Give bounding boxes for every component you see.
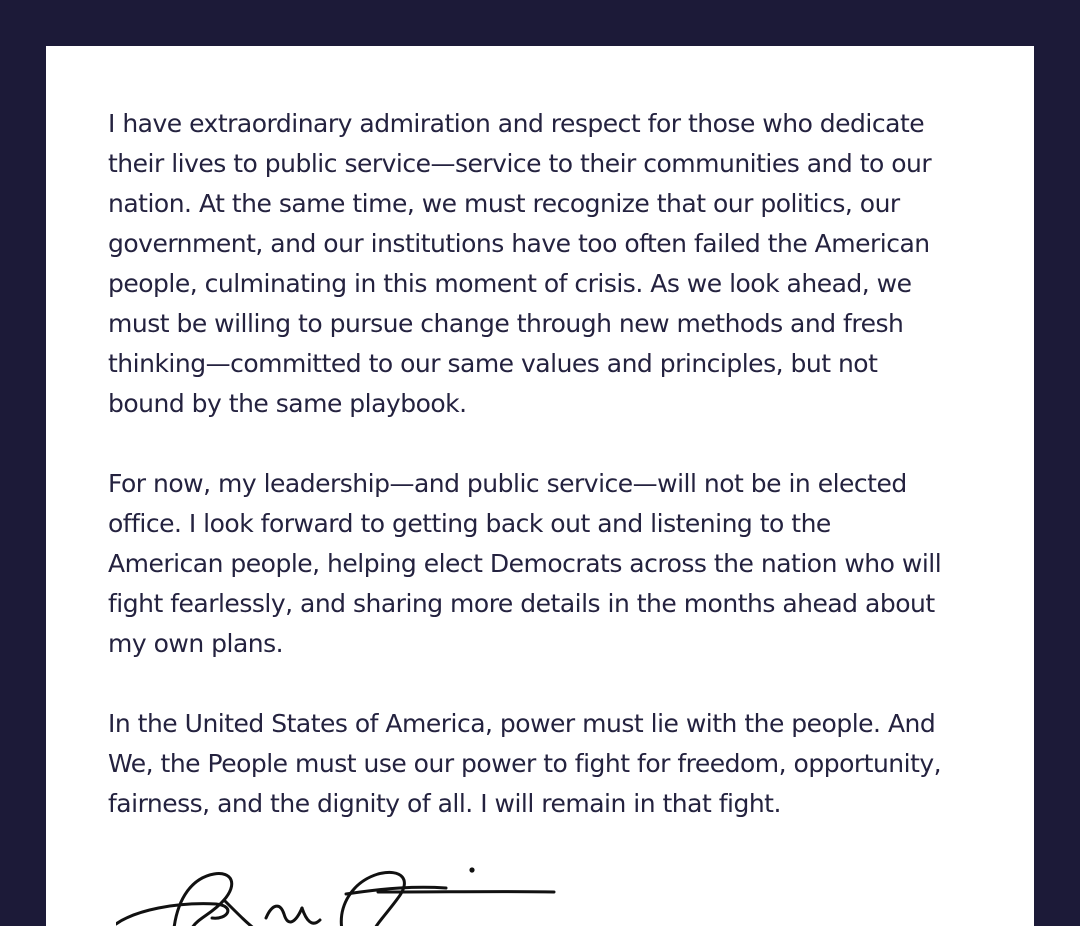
letter-page (46, 46, 1034, 926)
paragraph-1: I have extraordinary admiration and respect for those who dedicate their lives to public service—service to their communities and to our nation. At the same time, we must recognize that our politics, our government, and our institutions have too often failed the American people, culminating in this moment of crisis. As we look ahead, we must be willing to pursue change through new methods and fresh thinking—committed to our same values and principles, but not bound by the same playbook. (108, 109, 932, 418)
paragraph-3: In the United States of America, power must lie with the people. And We, the People must use our power to fight for freedom, opportunity, fairness, and the dignity of all. I will remain in that fight. (108, 709, 942, 818)
paragraph-2: For now, my leadership—and public service—will not be in elected office. I look forward to getting back out and listening to the American people, helping elect Democrats across the nation who will fight fearlessly, and sharing more details in the months ahead about my own plans. (108, 469, 942, 658)
letter-body (108, 104, 988, 864)
signature-image (116, 858, 576, 926)
